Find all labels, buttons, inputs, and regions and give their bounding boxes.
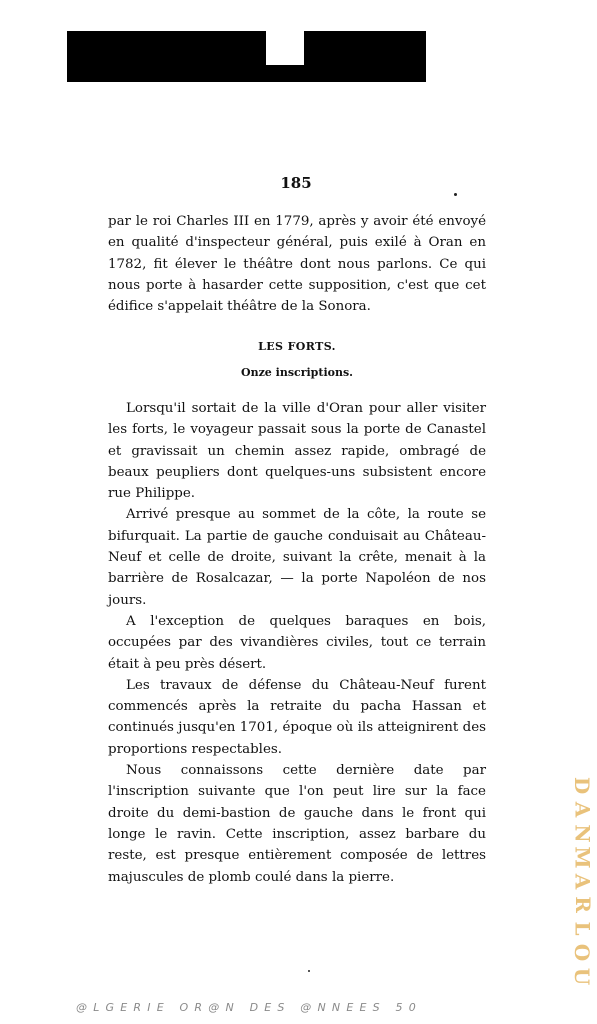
paragraph: Les travaux de défense du Château-Neuf furent commencés après la retraite du pacha Hassan et continués jusqu'en 1701, époque où ils atteignirent des proportions respectables.: [108, 677, 486, 757]
section-title: LES FORTS.: [258, 340, 336, 353]
watermark-letter: A: [570, 801, 595, 818]
section-subtitle: Onze inscriptions.: [240, 366, 353, 379]
watermark-letter: A: [570, 873, 595, 889]
redaction-notch: [266, 31, 304, 65]
paragraph: A l'exception de quelques baraques en bois, occupées par des vivandières civiles, tout ce terrain était à peu près désert.: [108, 613, 486, 672]
watermark-letter: N: [570, 824, 595, 843]
ink-speck: [308, 970, 310, 972]
side-watermark: [567, 776, 597, 986]
page-number: 185: [280, 174, 312, 192]
watermark-letter: O: [570, 943, 595, 962]
ink-speck: [454, 193, 457, 196]
paragraph-top: par le roi Charles III en 1779, après y avoir été envoyé en qualité d'inspecteur général, puis exilé à Oran en 1782, fit élever le théâtre dont nous parlons. Ce qui nous porte à hasarder cette supposition, c'est que cet édifice s'appelait théâtre de la Sonora.: [108, 214, 486, 315]
paragraph: Nous connaissons cette dernière date par l'inscription suivante que l'on peut lire sur la face droite du demi-bastion de gauche dans le front qui longe le ravin. Cette inscription, assez barbare du reste, est presque entièrement composée de lettres majuscules de plomb coulé dans la pierre.: [108, 763, 486, 885]
watermark-letter: L: [570, 921, 595, 936]
watermark-letter: R: [570, 896, 595, 914]
footer-watermark: @LGERIE OR@N DES @NNEES 50: [76, 1001, 422, 1014]
section-body: [108, 398, 486, 888]
watermark-letter: M: [570, 846, 595, 869]
redaction-bar: [67, 31, 426, 82]
watermark-letter: D: [570, 776, 595, 795]
paragraph: Arrivé presque au sommet de la côte, la route se bifurquait. La partie de gauche conduisait au Château-Neuf et celle de droite, suivant la crête, menait à la barrière de Rosalcazar, — la porte Napoléon de nos jours.: [108, 507, 486, 608]
paragraph: Lorsqu'il sortait de la ville d'Oran pour aller visiter les forts, le voyageur passait sous la porte de Canastel et gravissait un chemin assez rapide, ombragé de beaux peupliers dont quelques-uns subsistent encore rue Philippe.: [108, 401, 486, 502]
watermark-letter: U: [570, 967, 595, 986]
